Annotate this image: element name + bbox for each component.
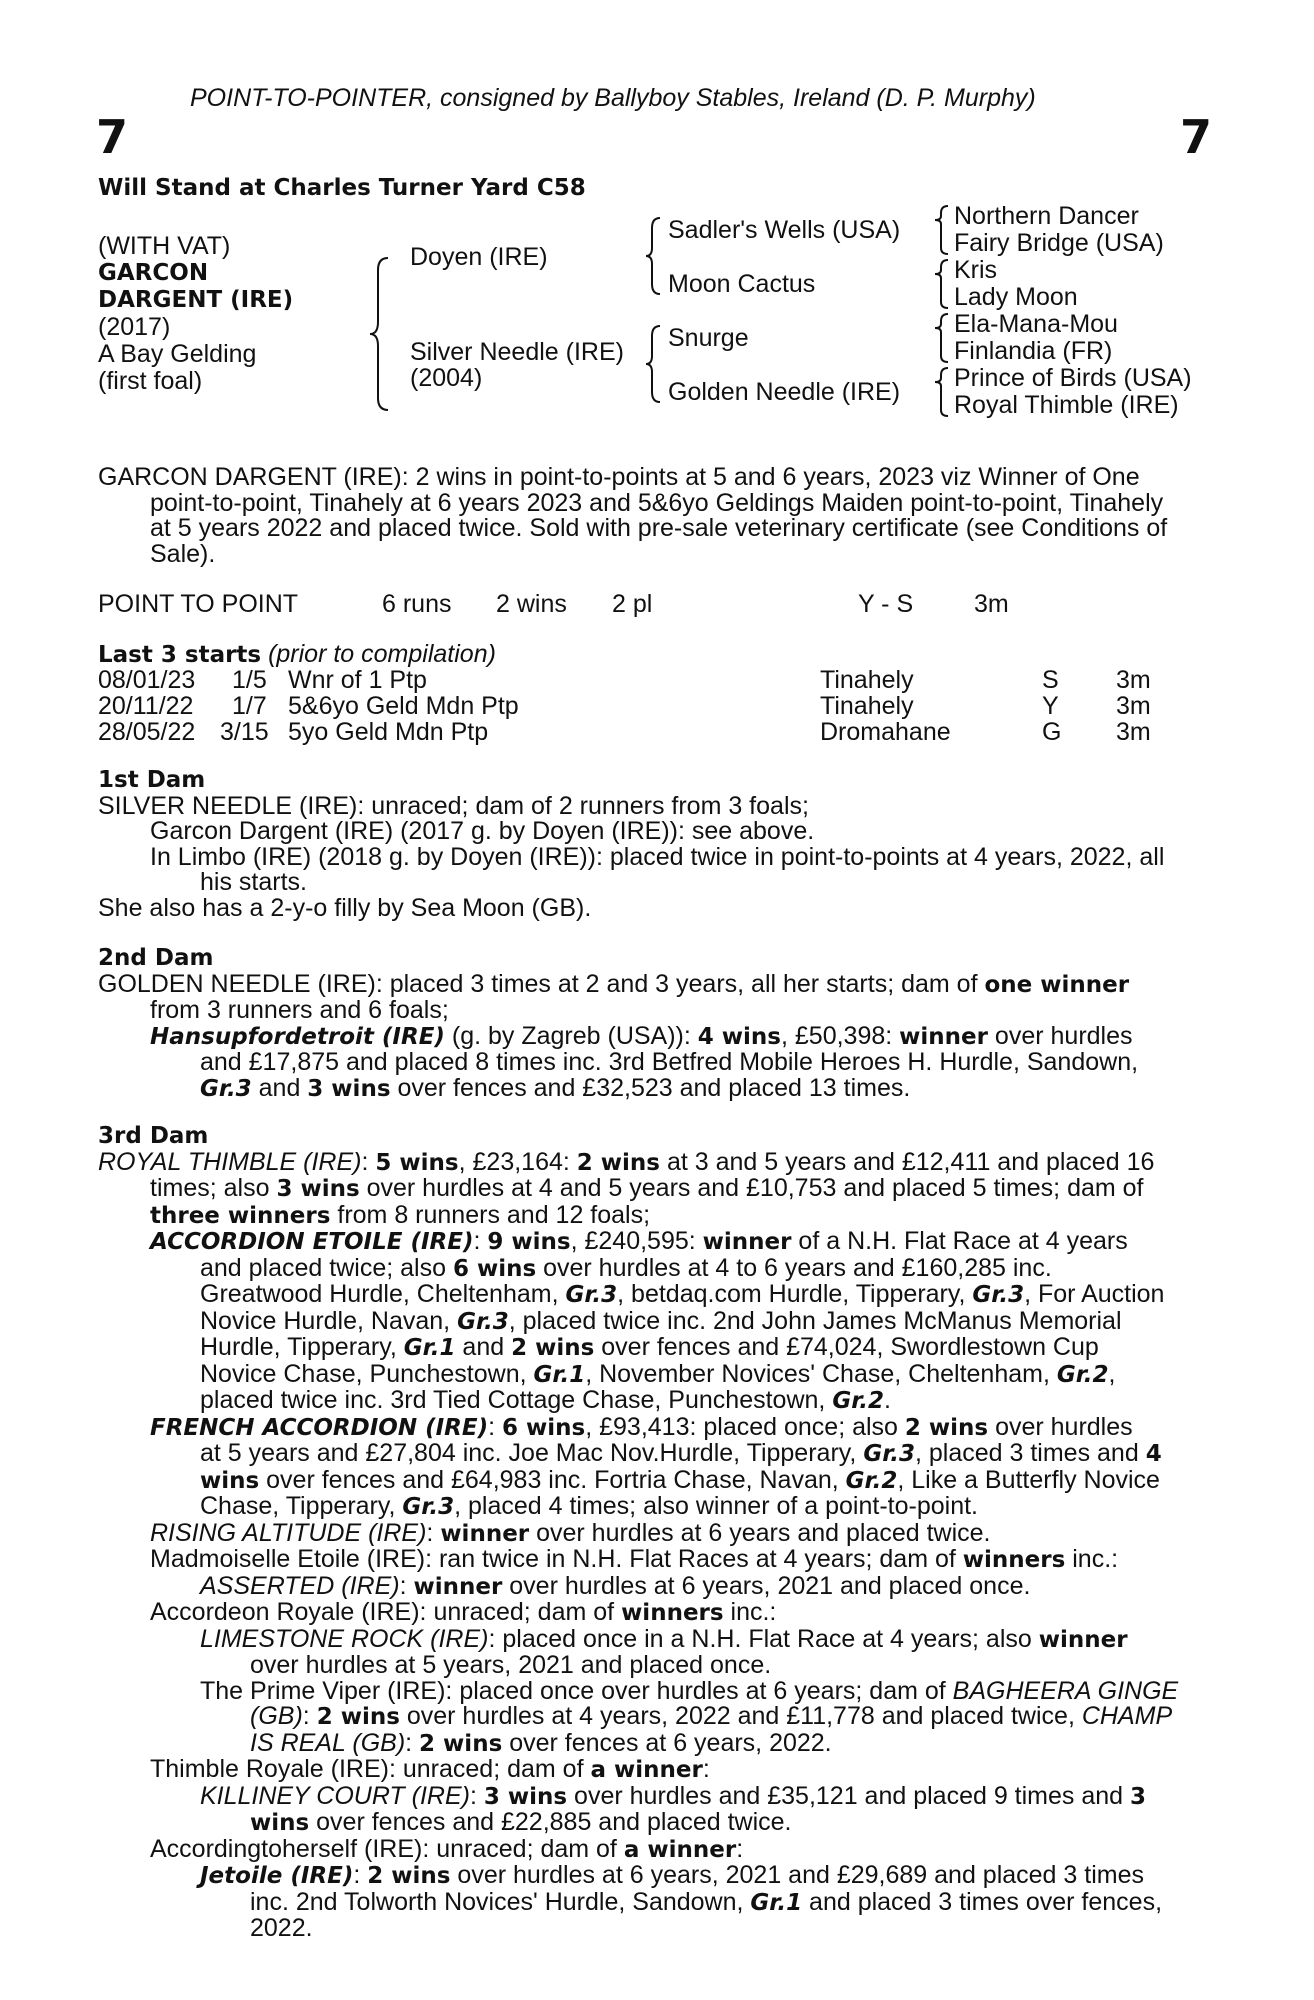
brace-main: [370, 258, 388, 410]
progeny-line: Thimble Royale (IRE): unraced; dam of a winner:: [150, 1755, 710, 1783]
progeny-line: LIMESTONE ROCK (IRE): placed once in a N.H. Flat Race at 4 years; also winner: [200, 1624, 1128, 1653]
last-starts-title: Last 3 starts: [98, 642, 262, 668]
progeny-line: over hurdles at 5 years, 2021 and placed once.: [250, 1651, 772, 1679]
ptp-wins: 2 wins: [496, 590, 567, 618]
foaling-year: (2017): [98, 313, 171, 341]
pedigree-gen3-7: Prince of Birds (USA): [954, 364, 1192, 392]
summary-line: GARCON DARGENT (IRE): 2 wins in point-to-points at 5 and 6 years, 2023 viz Winner of One: [98, 463, 1140, 491]
progeny-line: Hansupfordetroit (IRE) (g. by Zagreb (USA)): 4 wins, £50,398: winner over hurdles: [150, 1021, 1133, 1050]
progeny-line: ASSERTED (IRE): winner over hurdles at 6 years, 2021 and placed once.: [200, 1571, 1031, 1600]
pedigree-gen3-8: Royal Thimble (IRE): [954, 391, 1179, 419]
progeny-line: placed twice inc. 3rd Tied Cottage Chase, Punchestown, Gr.2.: [200, 1386, 891, 1414]
start-position: 1/5: [232, 666, 267, 694]
start-distance: 3m: [1116, 692, 1151, 720]
pedigree-gen3-2: Fairy Bridge (USA): [954, 229, 1164, 257]
start-distance: 3m: [1116, 718, 1151, 746]
pedigree-sire: Doyen (IRE): [410, 243, 548, 271]
progeny-line: Gr.3 and 3 wins over fences and £32,523 and placed 13 times.: [200, 1073, 911, 1102]
section-heading: 3rd Dam: [98, 1123, 209, 1149]
dam-line: from 3 runners and 6 foals;: [150, 996, 449, 1024]
progeny-line: Jetoile (IRE): 2 wins over hurdles at 6 years, 2021 and £29,689 and placed 3 times: [200, 1861, 1144, 1889]
start-course: Tinahely: [820, 666, 914, 694]
progeny-line: Accordeon Royale (IRE): unraced; dam of winners inc.:: [150, 1598, 777, 1626]
dam-line: ROYAL THIMBLE (IRE): 5 wins, £23,164: 2 wins at 3 and 5 years and £12,411 and placed 16: [98, 1147, 1155, 1176]
start-date: 28/05/22: [98, 718, 196, 746]
progeny-line: and £17,875 and placed 8 times inc. 3rd Betfred Mobile Heroes H. Hurdle, Sandown,: [200, 1048, 1139, 1076]
start-race: Wnr of 1 Ptp: [288, 666, 427, 694]
start-row: [98, 720, 1208, 746]
progeny-line: KILLINEY COURT (IRE): 3 wins over hurdles and £35,121 and placed 9 times and 3: [200, 1781, 1147, 1810]
progeny-line: RISING ALTITUDE (IRE): winner over hurdles at 6 years and placed twice.: [150, 1518, 991, 1547]
start-position: 3/15: [220, 718, 269, 746]
start-course: Tinahely: [820, 692, 914, 720]
ptp-going: Y - S: [858, 590, 914, 618]
horse-name-line2: DARGENT (IRE): [98, 287, 294, 313]
start-going: Y: [1042, 692, 1059, 720]
pedigree-gen3-5: Ela-Mana-Mou: [954, 310, 1118, 338]
vat-note: (WITH VAT): [98, 232, 231, 260]
dam-line: She also has a 2-y-o filly by Sea Moon (GB).: [98, 893, 592, 922]
catalogue-title: POINT-TO-POINTER, consigned by Ballyboy Stables, Ireland (D. P. Murphy): [190, 84, 1036, 112]
pedigree-dam-sire: Snurge: [668, 324, 749, 352]
lot-number-right: 7: [1180, 110, 1213, 164]
progeny-line: ACCORDION ETOILE (IRE): 9 wins, £240,595: winner of a N.H. Flat Race at 4 years: [150, 1227, 1128, 1255]
dam-line: GOLDEN NEEDLE (IRE): placed 3 times at 2 and 3 years, all her starts; dam of one winner: [98, 969, 1130, 998]
race-summary: [98, 465, 1208, 567]
pedigree-dam-dam: Golden Needle (IRE): [668, 378, 901, 406]
pedigree-braces: [0, 0, 1314, 430]
dam-line: times; also 3 wins over hurdles at 4 and 5 years and £10,753 and placed 5 times; dam of: [150, 1174, 1144, 1202]
second-dam-section: [98, 946, 1208, 1102]
dam-line: three winners from 8 runners and 12 foals;: [150, 1200, 651, 1229]
brace-g2: [935, 260, 948, 308]
start-date: 20/11/22: [98, 692, 194, 720]
start-distance: 3m: [1116, 666, 1151, 694]
pedigree-gen3-1: Northern Dancer: [954, 202, 1139, 230]
start-going: S: [1042, 666, 1059, 694]
start-row: [98, 694, 1208, 720]
start-position: 1/7: [232, 692, 267, 720]
ptp-placed: 2 pl: [612, 590, 653, 618]
pedigree-gen3-3: Kris: [954, 256, 998, 284]
ptp-distance: 3m: [974, 590, 1009, 618]
progeny-line: Accordingtoherself (IRE): unraced; dam of a winner:: [150, 1834, 744, 1863]
start-race: 5yo Geld Mdn Ptp: [288, 718, 489, 746]
brace-dam: [646, 326, 660, 402]
dam-line: SILVER NEEDLE (IRE): unraced; dam of 2 runners from 3 foals;: [98, 791, 809, 820]
progeny-line: inc. 2nd Tolworth Novices' Hurdle, Sandown, Gr.1 and placed 3 times over fences,: [250, 1887, 1163, 1916]
foal-note: (first foal): [98, 367, 203, 395]
pedigree-gen3-6: Finlandia (FR): [954, 337, 1113, 365]
progeny-line: In Limbo (IRE) (2018 g. by Doyen (IRE)): placed twice in point-to-points at 4 years, 2022, all: [150, 842, 1165, 871]
start-course: Dromahane: [820, 718, 951, 746]
last-starts-heading: [98, 642, 496, 669]
progeny-line: wins over fences and £22,885 and placed twice.: [250, 1808, 792, 1836]
last-starts-note: (prior to compilation): [268, 640, 496, 668]
progeny-line: Hurdle, Tipperary, Gr.1 and 2 wins over fences and £74,024, Swordlestown Cup: [200, 1333, 1099, 1361]
pedigree-dam: Silver Needle (IRE): [410, 338, 624, 366]
pedigree-gen3-4: Lady Moon: [954, 283, 1078, 311]
pedigree-sire-dam: Moon Cactus: [668, 270, 816, 298]
lot-number-left: 7: [96, 110, 129, 164]
start-going: G: [1042, 718, 1062, 746]
brace-g1: [935, 206, 948, 254]
third-dam-section: [98, 1124, 1208, 1942]
progeny-line: FRENCH ACCORDION (IRE): 6 wins, £93,413: placed once; also 2 wins over hurdles: [150, 1412, 1133, 1441]
section-heading: 2nd Dam: [98, 945, 214, 971]
horse-name-line1: GARCON: [98, 260, 209, 286]
pedigree-sire-sire: Sadler's Wells (USA): [668, 216, 901, 244]
summary-line: at 5 years 2022 and placed twice. Sold with pre-sale veterinary certificate (see Conditions of: [150, 514, 1168, 542]
stand-location: Will Stand at Charles Turner Yard C58: [98, 175, 586, 201]
progeny-line: at 5 years and £27,804 inc. Joe Mac Nov.Hurdle, Tipperary, Gr.3, placed 3 times and 4: [200, 1439, 1162, 1467]
section-heading: 1st Dam: [98, 767, 206, 793]
ptp-record: [98, 592, 1208, 618]
brace-g3: [935, 314, 948, 362]
progeny-line: Greatwood Hurdle, Cheltenham, Gr.3, betdaq.com Hurdle, Tipperary, Gr.3, For Auction: [200, 1280, 1165, 1308]
progeny-line: Madmoiselle Etoile (IRE): ran twice in N.H. Flat Races at 4 years; dam of winners inc.:: [150, 1545, 1119, 1573]
brace-sire: [646, 218, 660, 294]
progeny-line: wins over fences and £64,983 inc. Fortria Chase, Navan, Gr.2, Like a Butterfly Novice: [200, 1465, 1160, 1494]
ptp-label: POINT TO POINT: [98, 590, 299, 618]
progeny-line: Garcon Dargent (IRE) (2017 g. by Doyen (IRE)): see above.: [150, 817, 815, 845]
ptp-runs: 6 runs: [382, 590, 452, 618]
brace-g4: [935, 368, 948, 416]
summary-line: Sale).: [150, 539, 216, 568]
horse-description: A Bay Gelding: [98, 340, 257, 368]
summary-line: point-to-point, Tinahely at 6 years 2023 and 5&6yo Geldings Maiden point-to-point, Tinahely: [150, 488, 1164, 517]
progeny-line: Novice Chase, Punchestown, Gr.1, November Novices' Chase, Cheltenham, Gr.2,: [200, 1359, 1116, 1388]
progeny-line: his starts.: [200, 868, 307, 896]
progeny-line: (GB): 2 wins over hurdles at 4 years, 2022 and £11,778 and placed twice, CHAMP: [250, 1702, 1173, 1730]
progeny-line: Chase, Tipperary, Gr.3, placed 4 times; also winner of a point-to-point.: [200, 1492, 978, 1520]
pedigree-dam-year: (2004): [410, 364, 483, 392]
start-race: 5&6yo Geld Mdn Ptp: [288, 692, 519, 720]
start-row: [98, 668, 1208, 694]
progeny-line: The Prime Viper (IRE): placed once over hurdles at 6 years; dam of BAGHEERA GINGE: [200, 1676, 1179, 1705]
first-dam-section: [98, 768, 1208, 921]
progeny-line: and placed twice; also 6 wins over hurdles at 4 to 6 years and £160,285 inc.: [200, 1253, 1052, 1282]
start-date: 08/01/23: [98, 666, 196, 694]
progeny-line: 2022.: [250, 1914, 313, 1942]
progeny-line: IS REAL (GB): 2 wins over fences at 6 years, 2022.: [250, 1728, 832, 1757]
progeny-line: Novice Hurdle, Navan, Gr.3, placed twice inc. 2nd John James McManus Memorial: [200, 1306, 1122, 1335]
